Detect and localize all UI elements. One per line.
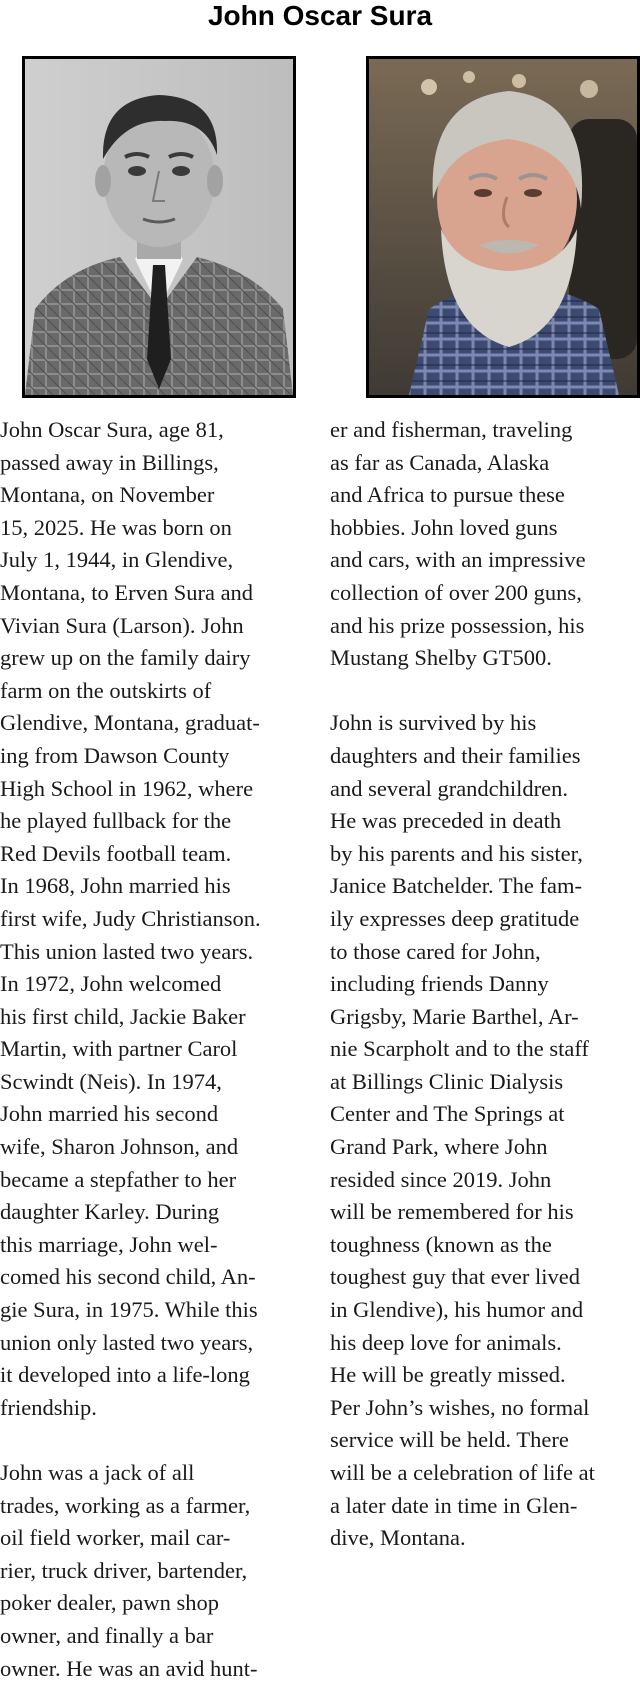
- text-line: hobbies. John loved guns: [330, 514, 558, 540]
- text-line: daughter Karley. During: [0, 1199, 220, 1225]
- text-line: friendship.: [0, 1394, 97, 1420]
- text-line: oil field worker, mail car-: [0, 1525, 231, 1551]
- paragraph-gap: [0, 1424, 296, 1457]
- elderly-portrait-photo: [366, 56, 640, 398]
- text-line: poker dealer, pawn shop: [0, 1590, 220, 1616]
- text-line: He was preceded in death: [330, 808, 562, 834]
- text-line: John was a jack of all: [0, 1460, 195, 1485]
- text-line: Center and The Springs at: [330, 1101, 565, 1127]
- text-line: became a stepfather to her: [0, 1166, 237, 1192]
- text-line: by his parents and his sister,: [330, 840, 583, 866]
- text-line: er and fisherman, traveling: [330, 417, 573, 442]
- text-line: in Glendive), his humor and: [330, 1297, 584, 1323]
- text-line: Martin, with partner Carol: [0, 1036, 238, 1062]
- text-line: toughest guy that ever lived: [330, 1264, 580, 1290]
- text-line: will be remembered for his: [330, 1199, 574, 1225]
- text-line: farm on the outskirts of: [0, 677, 212, 703]
- paragraph-gap: [330, 675, 640, 708]
- text-line: Scwindt (Neis). In 1974,: [0, 1068, 222, 1094]
- text-line: collection of over 200 guns,: [330, 579, 582, 605]
- text-line: Grand Park, where John: [330, 1134, 548, 1160]
- text-line: daughters and their families: [330, 742, 581, 768]
- text-line: 15, 2025. He was born on: [0, 514, 232, 540]
- text-line: ing from Dawson County: [0, 742, 230, 768]
- text-line: owner. He was an avid hunt-: [0, 1655, 258, 1681]
- text-line: Montana, on November: [0, 482, 215, 508]
- text-line: Janice Batchelder. The fam-: [330, 873, 582, 899]
- text-line: grew up on the family dairy: [0, 645, 251, 671]
- text-line: July 1, 1944, in Glendive,: [0, 547, 234, 573]
- young-portrait-icon: [25, 59, 293, 395]
- text-line: union only lasted two years,: [0, 1329, 254, 1355]
- text-line: nie Scarpholt and to the staff: [330, 1036, 589, 1062]
- text-line: a later date in time in Glen-: [330, 1492, 578, 1518]
- text-line: resided since 2019. John: [330, 1166, 552, 1192]
- text-line: and Africa to pursue these: [330, 482, 565, 508]
- text-line: toughness (known as the: [330, 1231, 552, 1257]
- text-line: In 1972, John welcomed: [0, 971, 222, 997]
- text-line: John is survived by his: [330, 710, 537, 736]
- young-portrait-photo: [22, 56, 296, 398]
- text-line: as far as Canada, Alaska: [330, 449, 550, 475]
- text-line: passed away in Billings,: [0, 449, 219, 475]
- text-line: to those cared for John,: [330, 938, 541, 964]
- text-line: dive, Montana.: [330, 1525, 466, 1551]
- text-line: Red Devils football team.: [0, 840, 232, 866]
- text-line: and several grandchildren.: [330, 775, 569, 801]
- text-line: comed his second child, An-: [0, 1264, 256, 1290]
- text-line: In 1968, John married his: [0, 873, 231, 899]
- text-line: Glendive, Montana, graduat-: [0, 710, 260, 736]
- obituary-title: John Oscar Sura: [207, 0, 433, 31]
- text-line: will be a celebration of life at: [330, 1460, 595, 1485]
- text-line: John married his second: [0, 1101, 219, 1127]
- text-line: John Oscar Sura, age 81,: [0, 417, 224, 442]
- text-line: service will be held. There: [330, 1427, 569, 1453]
- text-line: Per John’s wishes, no formal: [330, 1394, 590, 1420]
- text-line: he played fullback for the: [0, 808, 232, 834]
- text-line: and cars, with an impressive: [330, 547, 586, 573]
- text-line: Montana, to Erven Sura and: [0, 579, 254, 605]
- text-line: Mustang Shelby GT500.: [330, 645, 552, 671]
- obituary-text-right-column: [330, 414, 640, 1555]
- text-line: and his prize possession, his: [330, 612, 585, 638]
- text-line: rier, truck driver, bartender,: [0, 1557, 248, 1583]
- text-line: his first child, Jackie Baker: [0, 1003, 246, 1029]
- text-line: owner, and finally a bar: [0, 1622, 214, 1648]
- text-line: at Billings Clinic Dialysis: [330, 1068, 564, 1094]
- text-line: trades, working as a farmer,: [0, 1492, 251, 1518]
- text-line: He will be greatly missed.: [330, 1362, 566, 1388]
- text-line: This union lasted two years.: [0, 938, 254, 964]
- text-line: wife, Sharon Johnson, and: [0, 1134, 239, 1160]
- text-line: including friends Danny: [330, 971, 549, 997]
- text-line: gie Sura, in 1975. While this: [0, 1297, 258, 1323]
- text-line: first wife, Judy Christianson.: [0, 905, 261, 931]
- text-line: Vivian Sura (Larson). John: [0, 612, 244, 638]
- text-line: High School in 1962, where: [0, 775, 254, 801]
- obituary-text-left-column: [0, 414, 296, 1685]
- text-line: this marriage, John wel-: [0, 1231, 218, 1257]
- text-line: it developed into a life-long: [0, 1362, 250, 1388]
- elderly-portrait-icon: [369, 59, 637, 395]
- text-line: his deep love for animals.: [330, 1329, 562, 1355]
- text-line: Grigsby, Marie Barthel, Ar-: [330, 1003, 579, 1029]
- text-line: ily expresses deep gratitude: [330, 905, 580, 931]
